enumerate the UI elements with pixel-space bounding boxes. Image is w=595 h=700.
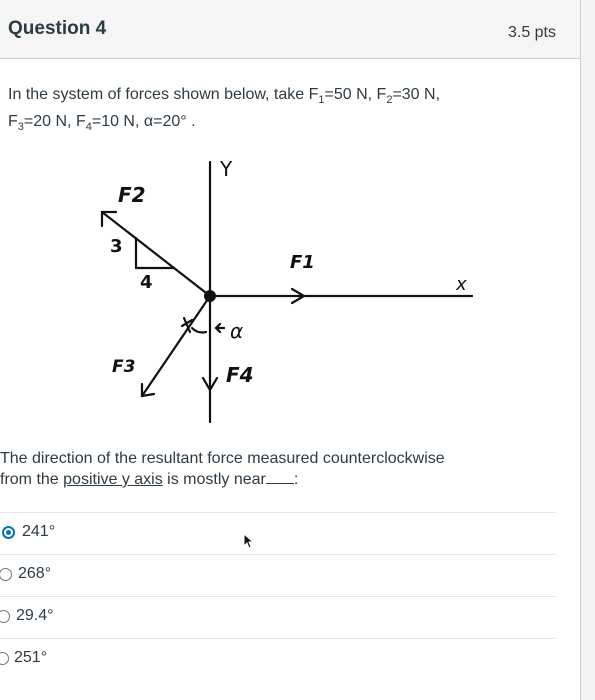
alpha-arrow	[216, 324, 224, 332]
question-title: Question 4	[8, 18, 107, 39]
f4-label: F4	[226, 363, 254, 387]
alpha-arc	[192, 328, 206, 333]
f3-label: F3	[112, 357, 136, 377]
f2-label: F2	[118, 183, 146, 207]
answer-blank	[266, 469, 294, 484]
prompt-line-1: The direction of the resultant force measured counterclockwise	[0, 450, 445, 467]
answer-option-3[interactable]	[0, 596, 556, 638]
alpha-label: α	[230, 319, 244, 343]
force-diagram	[84, 150, 504, 430]
radio-button[interactable]	[0, 610, 10, 623]
f1-label: F1	[290, 252, 315, 273]
mouse-pointer-icon	[243, 533, 255, 549]
answer-label: 268°	[18, 565, 52, 582]
answer-label: 241°	[22, 523, 56, 540]
question-points: 3.5 pts	[507, 24, 556, 41]
x-axis-label: x	[456, 274, 467, 295]
radio-button-selected[interactable]	[2, 526, 15, 539]
question-header	[0, 0, 580, 59]
f3-vector	[142, 296, 210, 396]
answer-label: 29.4°	[16, 607, 54, 624]
answer-option-1[interactable]	[0, 512, 556, 554]
answer-option-4[interactable]	[0, 638, 556, 680]
prompt-line-2: from the positive y axis is mostly near :	[0, 471, 299, 488]
answer-option-2[interactable]	[0, 554, 556, 596]
question-prompt	[0, 449, 560, 490]
slope-run-label: 4	[140, 272, 153, 293]
question-text: In the system of forces shown below, take $F_1=50$ N, $F_2=30$ N, $F_3=20$ N, $F_4=10$ N, α=20° .	[8, 86, 441, 134]
y-axis-label: Y	[220, 157, 233, 181]
slope-rise-label: 3	[110, 236, 123, 257]
prompt-underlined: positive y axis	[63, 471, 163, 488]
radio-button[interactable]	[0, 652, 9, 665]
origin-point	[204, 290, 216, 302]
answer-label: 251°	[14, 649, 48, 666]
radio-button[interactable]	[0, 568, 12, 581]
